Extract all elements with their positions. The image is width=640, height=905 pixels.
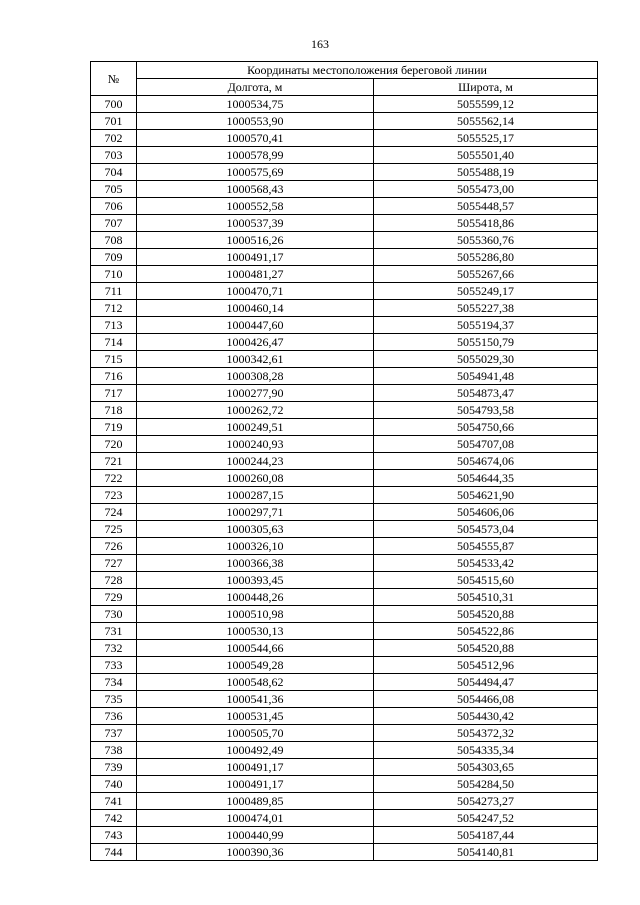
table-row xyxy=(91,300,598,317)
table-row xyxy=(91,249,598,266)
cell-latitude: 5054303,65 xyxy=(374,759,598,776)
cell-point-number: 736 xyxy=(91,708,137,725)
cell-latitude: 5054793,58 xyxy=(374,402,598,419)
cell-longitude: 1000244,23 xyxy=(137,453,374,470)
table-row xyxy=(91,436,598,453)
cell-point-number: 705 xyxy=(91,181,137,198)
header-row-group xyxy=(91,62,598,79)
cell-latitude: 5055473,00 xyxy=(374,181,598,198)
cell-latitude: 5054273,27 xyxy=(374,793,598,810)
table-row xyxy=(91,181,598,198)
cell-point-number: 710 xyxy=(91,266,137,283)
cell-point-number: 712 xyxy=(91,300,137,317)
table-row xyxy=(91,708,598,725)
cell-point-number: 707 xyxy=(91,215,137,232)
cell-longitude: 1000474,01 xyxy=(137,810,374,827)
cell-longitude: 1000530,13 xyxy=(137,623,374,640)
cell-longitude: 1000440,99 xyxy=(137,827,374,844)
cell-longitude: 1000460,14 xyxy=(137,300,374,317)
table-row xyxy=(91,742,598,759)
cell-point-number: 743 xyxy=(91,827,137,844)
cell-longitude: 1000531,45 xyxy=(137,708,374,725)
table-header xyxy=(91,62,598,96)
cell-latitude: 5054494,47 xyxy=(374,674,598,691)
cell-longitude: 1000491,17 xyxy=(137,776,374,793)
cell-longitude: 1000448,26 xyxy=(137,589,374,606)
cell-latitude: 5054466,08 xyxy=(374,691,598,708)
cell-latitude: 5054247,52 xyxy=(374,810,598,827)
cell-latitude: 5054873,47 xyxy=(374,385,598,402)
cell-longitude: 1000249,51 xyxy=(137,419,374,436)
cell-latitude: 5054555,87 xyxy=(374,538,598,555)
cell-point-number: 725 xyxy=(91,521,137,538)
cell-latitude: 5054515,60 xyxy=(374,572,598,589)
cell-longitude: 1000277,90 xyxy=(137,385,374,402)
cell-point-number: 744 xyxy=(91,844,137,861)
cell-latitude: 5054372,32 xyxy=(374,725,598,742)
cell-longitude: 1000342,61 xyxy=(137,351,374,368)
table-row xyxy=(91,844,598,861)
cell-latitude: 5055286,80 xyxy=(374,249,598,266)
cell-point-number: 735 xyxy=(91,691,137,708)
cell-longitude: 1000260,08 xyxy=(137,470,374,487)
cell-latitude: 5055194,37 xyxy=(374,317,598,334)
table-row xyxy=(91,776,598,793)
table-row xyxy=(91,232,598,249)
cell-latitude: 5054510,31 xyxy=(374,589,598,606)
cell-longitude: 1000470,71 xyxy=(137,283,374,300)
cell-point-number: 742 xyxy=(91,810,137,827)
cell-longitude: 1000516,26 xyxy=(137,232,374,249)
table-row xyxy=(91,589,598,606)
cell-point-number: 731 xyxy=(91,623,137,640)
cell-point-number: 723 xyxy=(91,487,137,504)
table-row xyxy=(91,317,598,334)
table-row xyxy=(91,725,598,742)
header-row-sub xyxy=(91,79,598,96)
cell-point-number: 718 xyxy=(91,402,137,419)
cell-point-number: 739 xyxy=(91,759,137,776)
cell-longitude: 1000541,36 xyxy=(137,691,374,708)
cell-point-number: 703 xyxy=(91,147,137,164)
column-header-latitude: Широта, м xyxy=(374,79,598,96)
cell-longitude: 1000366,38 xyxy=(137,555,374,572)
cell-longitude: 1000510,98 xyxy=(137,606,374,623)
table-row xyxy=(91,453,598,470)
cell-point-number: 726 xyxy=(91,538,137,555)
cell-latitude: 5054707,08 xyxy=(374,436,598,453)
table-row xyxy=(91,657,598,674)
cell-longitude: 1000240,93 xyxy=(137,436,374,453)
table-row xyxy=(91,198,598,215)
cell-longitude: 1000549,28 xyxy=(137,657,374,674)
table-row xyxy=(91,283,598,300)
table-row xyxy=(91,827,598,844)
cell-longitude: 1000305,63 xyxy=(137,521,374,538)
cell-longitude: 1000326,10 xyxy=(137,538,374,555)
cell-latitude: 5054512,96 xyxy=(374,657,598,674)
table-row xyxy=(91,572,598,589)
cell-latitude: 5054606,06 xyxy=(374,504,598,521)
table-row xyxy=(91,504,598,521)
cell-point-number: 716 xyxy=(91,368,137,385)
table-row xyxy=(91,793,598,810)
cell-longitude: 1000390,36 xyxy=(137,844,374,861)
cell-point-number: 721 xyxy=(91,453,137,470)
cell-point-number: 740 xyxy=(91,776,137,793)
coordinates-table xyxy=(90,61,598,861)
cell-point-number: 711 xyxy=(91,283,137,300)
cell-latitude: 5055418,86 xyxy=(374,215,598,232)
table-row xyxy=(91,147,598,164)
cell-point-number: 719 xyxy=(91,419,137,436)
cell-latitude: 5054573,04 xyxy=(374,521,598,538)
cell-latitude: 5055267,66 xyxy=(374,266,598,283)
cell-longitude: 1000568,43 xyxy=(137,181,374,198)
table-row xyxy=(91,470,598,487)
cell-latitude: 5055501,40 xyxy=(374,147,598,164)
cell-point-number: 704 xyxy=(91,164,137,181)
cell-longitude: 1000481,27 xyxy=(137,266,374,283)
cell-longitude: 1000287,15 xyxy=(137,487,374,504)
cell-point-number: 713 xyxy=(91,317,137,334)
table-row xyxy=(91,691,598,708)
table-row xyxy=(91,385,598,402)
cell-latitude: 5054520,88 xyxy=(374,606,598,623)
cell-latitude: 5055448,57 xyxy=(374,198,598,215)
cell-longitude: 1000297,71 xyxy=(137,504,374,521)
cell-longitude: 1000570,41 xyxy=(137,130,374,147)
cell-point-number: 728 xyxy=(91,572,137,589)
cell-latitude: 5054750,66 xyxy=(374,419,598,436)
column-header-coordinates: Координаты местоположения береговой линии xyxy=(137,62,598,79)
table-row xyxy=(91,538,598,555)
cell-longitude: 1000308,28 xyxy=(137,368,374,385)
column-header-longitude: Долгота, м xyxy=(137,79,374,96)
cell-point-number: 722 xyxy=(91,470,137,487)
table-row xyxy=(91,606,598,623)
cell-latitude: 5054674,06 xyxy=(374,453,598,470)
cell-point-number: 738 xyxy=(91,742,137,759)
cell-longitude: 1000492,49 xyxy=(137,742,374,759)
cell-latitude: 5054621,90 xyxy=(374,487,598,504)
table-row xyxy=(91,96,598,113)
cell-latitude: 5055599,12 xyxy=(374,96,598,113)
cell-point-number: 700 xyxy=(91,96,137,113)
table-row xyxy=(91,266,598,283)
cell-latitude: 5054430,42 xyxy=(374,708,598,725)
table-row xyxy=(91,164,598,181)
cell-longitude: 1000552,58 xyxy=(137,198,374,215)
cell-latitude: 5055360,76 xyxy=(374,232,598,249)
cell-point-number: 720 xyxy=(91,436,137,453)
table-row xyxy=(91,487,598,504)
cell-longitude: 1000489,85 xyxy=(137,793,374,810)
cell-point-number: 734 xyxy=(91,674,137,691)
cell-point-number: 741 xyxy=(91,793,137,810)
table-row xyxy=(91,351,598,368)
cell-longitude: 1000544,66 xyxy=(137,640,374,657)
table-row xyxy=(91,623,598,640)
cell-point-number: 737 xyxy=(91,725,137,742)
cell-latitude: 5054335,34 xyxy=(374,742,598,759)
cell-point-number: 727 xyxy=(91,555,137,572)
cell-longitude: 1000393,45 xyxy=(137,572,374,589)
cell-longitude: 1000537,39 xyxy=(137,215,374,232)
table-row xyxy=(91,334,598,351)
table-row xyxy=(91,215,598,232)
table-body xyxy=(91,96,598,861)
table-row xyxy=(91,521,598,538)
table-row xyxy=(91,419,598,436)
cell-longitude: 1000491,17 xyxy=(137,759,374,776)
table-row xyxy=(91,555,598,572)
cell-latitude: 5054187,44 xyxy=(374,827,598,844)
cell-longitude: 1000447,60 xyxy=(137,317,374,334)
cell-longitude: 1000578,99 xyxy=(137,147,374,164)
cell-longitude: 1000553,90 xyxy=(137,113,374,130)
cell-longitude: 1000575,69 xyxy=(137,164,374,181)
cell-longitude: 1000548,62 xyxy=(137,674,374,691)
cell-point-number: 714 xyxy=(91,334,137,351)
table-row xyxy=(91,113,598,130)
cell-longitude: 1000491,17 xyxy=(137,249,374,266)
cell-latitude: 5054533,42 xyxy=(374,555,598,572)
cell-latitude: 5055525,17 xyxy=(374,130,598,147)
cell-latitude: 5055227,38 xyxy=(374,300,598,317)
table-row xyxy=(91,640,598,657)
cell-point-number: 717 xyxy=(91,385,137,402)
cell-latitude: 5054941,48 xyxy=(374,368,598,385)
cell-latitude: 5055562,14 xyxy=(374,113,598,130)
cell-latitude: 5054522,86 xyxy=(374,623,598,640)
table-row xyxy=(91,130,598,147)
cell-latitude: 5054644,35 xyxy=(374,470,598,487)
cell-point-number: 706 xyxy=(91,198,137,215)
table-row xyxy=(91,674,598,691)
cell-longitude: 1000534,75 xyxy=(137,96,374,113)
cell-point-number: 708 xyxy=(91,232,137,249)
cell-latitude: 5055249,17 xyxy=(374,283,598,300)
cell-point-number: 709 xyxy=(91,249,137,266)
cell-point-number: 724 xyxy=(91,504,137,521)
table-row xyxy=(91,759,598,776)
cell-latitude: 5055488,19 xyxy=(374,164,598,181)
cell-point-number: 733 xyxy=(91,657,137,674)
cell-point-number: 730 xyxy=(91,606,137,623)
column-header-number: № xyxy=(91,62,137,96)
cell-latitude: 5054140,81 xyxy=(374,844,598,861)
cell-latitude: 5054284,50 xyxy=(374,776,598,793)
cell-point-number: 715 xyxy=(91,351,137,368)
cell-point-number: 702 xyxy=(91,130,137,147)
cell-latitude: 5055029,30 xyxy=(374,351,598,368)
cell-point-number: 729 xyxy=(91,589,137,606)
table-row xyxy=(91,810,598,827)
cell-point-number: 701 xyxy=(91,113,137,130)
cell-latitude: 5054520,88 xyxy=(374,640,598,657)
page-number: 163 xyxy=(311,37,329,51)
cell-latitude: 5055150,79 xyxy=(374,334,598,351)
cell-longitude: 1000262,72 xyxy=(137,402,374,419)
cell-longitude: 1000505,70 xyxy=(137,725,374,742)
table-row xyxy=(91,402,598,419)
table-row xyxy=(91,368,598,385)
cell-point-number: 732 xyxy=(91,640,137,657)
cell-longitude: 1000426,47 xyxy=(137,334,374,351)
